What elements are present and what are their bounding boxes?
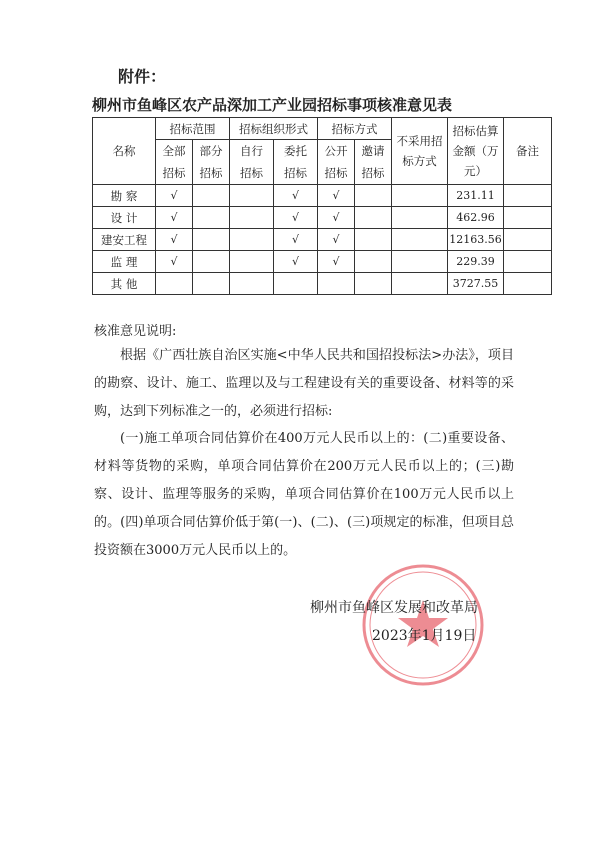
cell-entrust — [274, 273, 318, 295]
cell-full — [156, 273, 193, 295]
header-invite — [355, 140, 392, 185]
cell-amount: 12163.56 — [448, 229, 504, 251]
cell-amount: 231.11 — [448, 185, 504, 207]
cell-not-adopted — [392, 229, 448, 251]
header-partial-line: 招标 — [199, 166, 223, 180]
header-invite-line: 招标 — [361, 166, 385, 180]
cell-remark — [504, 251, 552, 273]
cell-partial — [193, 185, 230, 207]
cell-name: 监 理 — [93, 251, 156, 273]
header-org-form: 招标组织形式 — [230, 118, 318, 140]
cell-partial — [193, 273, 230, 295]
header-estimate-line: 元） — [464, 164, 487, 178]
signature-date: 2023年1月19日 — [372, 628, 477, 644]
cell-remark — [504, 229, 552, 251]
cell-remark — [504, 207, 552, 229]
cell-self — [230, 251, 274, 273]
header-estimate-line: 招标估算 — [452, 124, 499, 138]
cell-name: 建安工程 — [93, 229, 156, 251]
cell-amount: 462.96 — [448, 207, 504, 229]
cell-full: √ — [156, 207, 193, 229]
cell-full: √ — [156, 251, 193, 273]
cell-name: 勘 察 — [93, 185, 156, 207]
header-not-adopted-line: 不采用招 — [396, 134, 443, 148]
cell-open — [318, 273, 355, 295]
cell-self — [230, 273, 274, 295]
cell-entrust: √ — [274, 185, 318, 207]
cell-full: √ — [156, 229, 193, 251]
cell-entrust: √ — [274, 207, 318, 229]
header-estimate-line: 金额（万 — [452, 144, 499, 158]
cell-entrust: √ — [274, 251, 318, 273]
cell-entrust: √ — [274, 229, 318, 251]
signature-org: 柳州市鱼峰区发展和改革局 — [310, 600, 478, 616]
cell-amount: 3727.55 — [448, 273, 504, 295]
table-row — [93, 229, 552, 251]
cell-open: √ — [318, 229, 355, 251]
document-title: 柳州市鱼峰区农产品深加工产业园招标事项核准意见表 — [92, 96, 453, 114]
cell-not-adopted — [392, 207, 448, 229]
cell-open: √ — [318, 207, 355, 229]
header-full-line: 招标 — [162, 166, 186, 180]
header-self — [230, 140, 274, 185]
header-scope: 招标范围 — [156, 118, 230, 140]
header-full — [156, 140, 193, 185]
header-entrust — [274, 140, 318, 185]
header-full-line: 全部 — [162, 144, 186, 158]
header-name: 名称 — [93, 118, 156, 185]
cell-not-adopted — [392, 251, 448, 273]
cell-self — [230, 229, 274, 251]
notes-paragraph-2: (一)施工单项合同估算价在400万元人民币以上的：(二)重要设备、材料等货物的采购，单项合同估算价在200万元人民币以上的；(三)勘察、设计、监理等服务的采购，单项合同估算价在100万元人民币以上的。(四)单项合同估算价低于第(一)、(二)、(三)项规定的标准，但项目总投资额在3000万元人民币以上的。 — [94, 431, 514, 558]
header-self-line: 招标 — [240, 166, 263, 180]
cell-partial — [193, 207, 230, 229]
cell-full: √ — [156, 185, 193, 207]
cell-remark — [504, 185, 552, 207]
table-row — [93, 207, 552, 229]
header-partial-line: 部分 — [199, 144, 223, 158]
cell-remark — [504, 273, 552, 295]
notes-heading: 核准意见说明: — [94, 324, 177, 339]
approval-table — [92, 117, 552, 295]
header-self-line: 自行 — [240, 144, 263, 158]
table-row — [93, 251, 552, 273]
header-invite-line: 邀请 — [361, 144, 385, 158]
header-estimate — [448, 118, 504, 185]
cell-self — [230, 185, 274, 207]
header-entrust-line: 招标 — [284, 166, 307, 180]
header-open-line: 招标 — [324, 166, 348, 180]
cell-name: 设 计 — [93, 207, 156, 229]
cell-open: √ — [318, 185, 355, 207]
table-row — [93, 273, 552, 295]
cell-invite — [355, 273, 392, 295]
cell-invite — [355, 185, 392, 207]
header-not-adopted — [392, 118, 448, 185]
attachment-label: 附件： — [118, 67, 167, 86]
header-open-line: 公开 — [324, 144, 348, 158]
header-method: 招标方式 — [318, 118, 392, 140]
cell-not-adopted — [392, 273, 448, 295]
cell-not-adopted — [392, 185, 448, 207]
header-partial — [193, 140, 230, 185]
cell-open: √ — [318, 251, 355, 273]
cell-invite — [355, 207, 392, 229]
notes-paragraph-1: 根据《广西壮族自治区实施<中华人民共和国招投标法>办法》，项目的勘察、设计、施工、监理以及与工程建设有关的重要设备、材料等的采购，达到下列标准之一的，必须进行招标: — [94, 348, 514, 419]
cell-invite — [355, 251, 392, 273]
cell-amount: 229.39 — [448, 251, 504, 273]
cell-partial — [193, 251, 230, 273]
header-entrust-line: 委托 — [284, 144, 307, 158]
header-remark: 备注 — [504, 118, 552, 185]
table-row — [93, 185, 552, 207]
header-open — [318, 140, 355, 185]
cell-name: 其 他 — [93, 273, 156, 295]
table-header-row — [93, 118, 552, 140]
cell-self — [230, 207, 274, 229]
cell-partial — [193, 229, 230, 251]
cell-invite — [355, 229, 392, 251]
header-not-adopted-line: 标方式 — [402, 154, 437, 168]
